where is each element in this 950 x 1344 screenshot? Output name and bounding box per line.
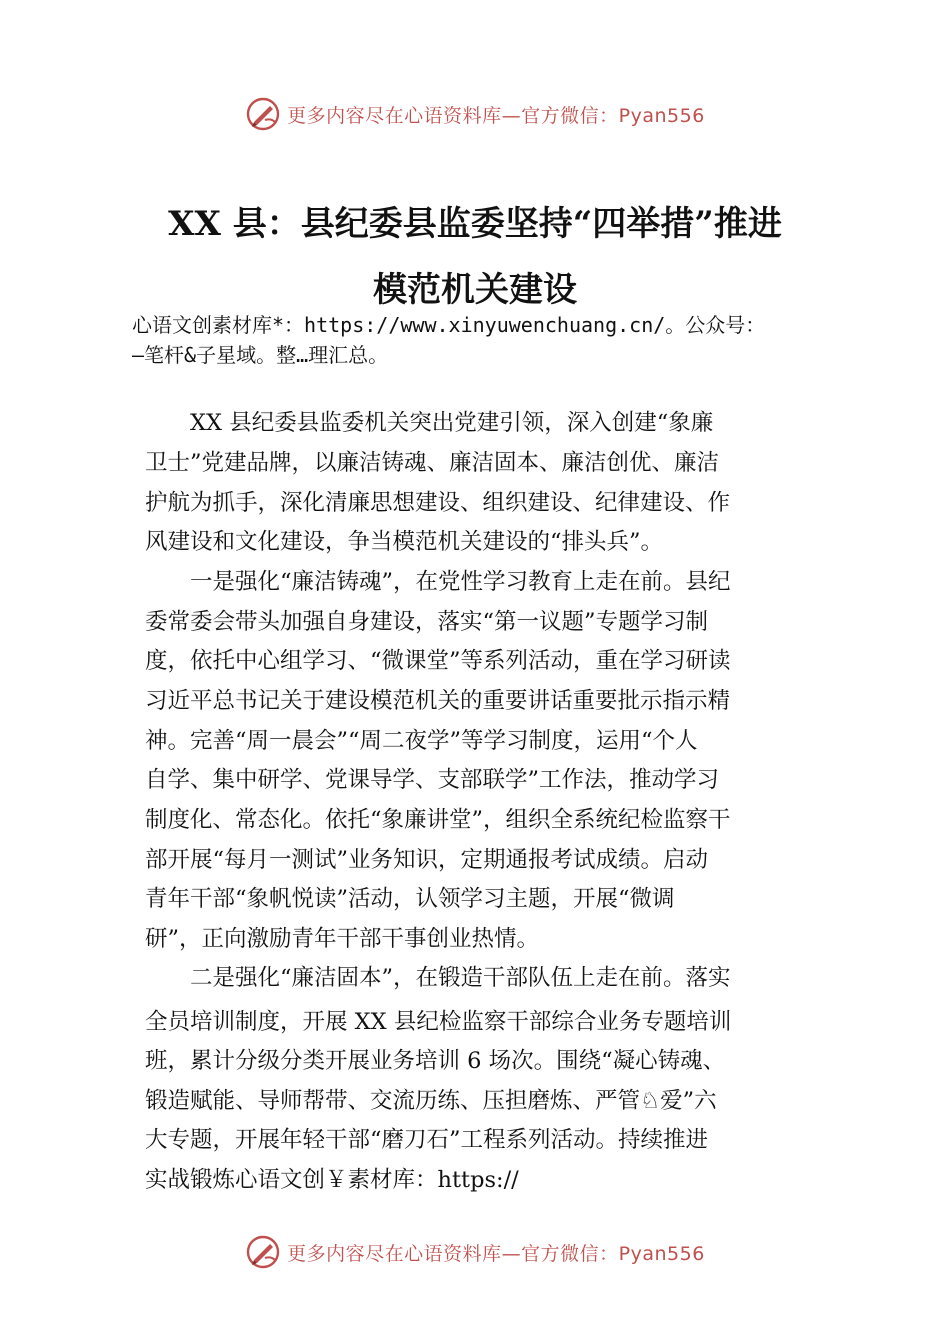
source-note bbox=[132, 310, 902, 370]
watermark-text: 更多内容尽在心语资料库—官方微信：Pyan556 bbox=[287, 1242, 705, 1265]
watermark-text: 更多内容尽在心语资料库—官方微信：Pyan556 bbox=[287, 104, 705, 127]
watermark-banner-bottom bbox=[0, 1232, 950, 1272]
body-line: 习近平总书记关于建设模范机关的重要讲话重要批示指示精 bbox=[145, 688, 731, 714]
body-line: 班，累计分级分类开展业务培训 6 场次。围绕“凝心铸魂、 bbox=[145, 1048, 726, 1074]
body-line: 制度化、常态化。依托“象廉讲堂”，组织全系统纪检监察干 bbox=[145, 807, 731, 833]
body-line: 度，依托中心组学习、“微课堂”等系列活动，重在学习研读 bbox=[145, 648, 731, 674]
watermark-banner-top bbox=[0, 94, 950, 134]
body-line: 风建设和文化建设，争当模范机关建设的“排头兵”。 bbox=[145, 529, 664, 555]
pen-logo-icon bbox=[245, 96, 281, 132]
body-line: XX 县纪委县监委机关突出党建引领，深入创建“象廉 bbox=[190, 410, 714, 436]
body-line: 部开展“每月一测试”业务知识，定期通报考试成绩。启动 bbox=[145, 847, 709, 873]
body-line: 神。完善“周一晨会”“周二夜学”等学习制度，运用“个人 bbox=[145, 728, 698, 754]
body-line: 二是强化“廉洁固本”，在锻造干部队伍上走在前。落实 bbox=[190, 965, 731, 991]
body-line: 卫士”党建品牌，以廉洁铸魂、廉洁固本、廉洁创优、廉洁 bbox=[145, 450, 720, 476]
body-line: 自学、集中研学、党课导学、支部联学”工作法，推动学习 bbox=[145, 767, 720, 793]
body-line: 全员培训制度，开展 XX 县纪检监察干部综合业务专题培训 bbox=[145, 1009, 732, 1035]
page-title-line-2: 模范机关建设 bbox=[373, 270, 577, 310]
body-line: 实战锻炼心语文创￥素材库：https:// bbox=[145, 1167, 519, 1193]
pen-logo-icon bbox=[245, 1234, 281, 1270]
body-line: 一是强化“廉洁铸魂”，在党性学习教育上走在前。县纪 bbox=[190, 569, 731, 595]
body-line: 研”，正向激励青年干部干事创业热情。 bbox=[145, 926, 540, 952]
body-line: 锻造赋能、导师帮带、交流历练、压担磨炼、严管♘爱”六 bbox=[145, 1088, 717, 1114]
body-line: 大专题，开展年轻干部“磨刀石”工程系列活动。持续推进 bbox=[145, 1127, 709, 1153]
source-note-line-1: 心语文创素材库*：https://www.xinyuwenchuang.cn/。公众号： bbox=[132, 313, 766, 337]
body-line: 青年干部“象帆悦读”活动，认领学习主题，开展“微调 bbox=[145, 886, 675, 912]
source-note-line-2: —笔杆&子星域。整…理汇总。 bbox=[132, 343, 389, 367]
page-title-line-1: XX 县：县纪委县监委坚持“四举措”推进 bbox=[168, 204, 782, 244]
body-line: 护航为抓手，深化清廉思想建设、组织建设、纪律建设、作 bbox=[145, 490, 731, 516]
body-line: 委常委会带头加强自身建设，落实“第一议题”专题学习制 bbox=[145, 609, 709, 635]
